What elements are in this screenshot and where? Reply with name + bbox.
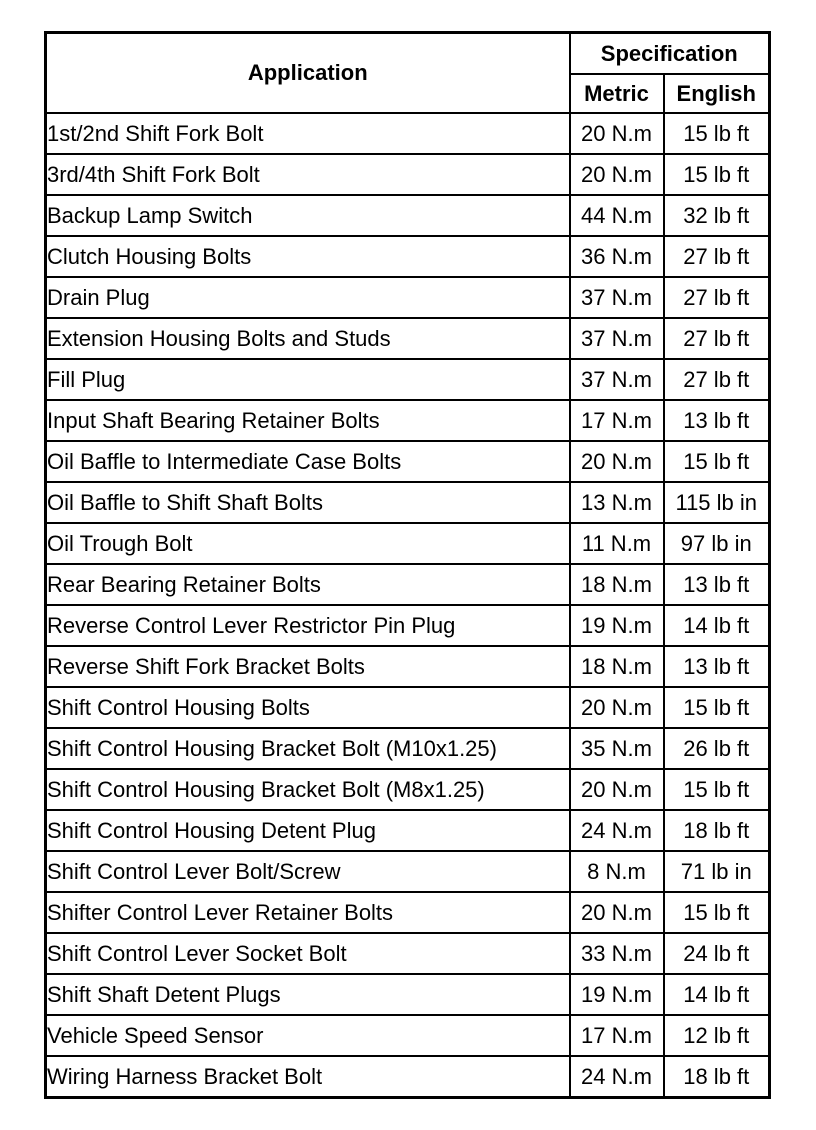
cell-application: Reverse Control Lever Restrictor Pin Plug [46, 605, 570, 646]
cell-application: Oil Baffle to Shift Shaft Bolts [46, 482, 570, 523]
cell-application: Reverse Shift Fork Bracket Bolts [46, 646, 570, 687]
table-row [46, 441, 770, 482]
cell-metric: 11 N.m [570, 523, 664, 564]
cell-english: 97 lb in [664, 523, 770, 564]
cell-metric: 17 N.m [570, 1015, 664, 1056]
cell-application: Shift Control Housing Bracket Bolt (M10x1.25) [46, 728, 570, 769]
cell-metric: 20 N.m [570, 769, 664, 810]
cell-metric: 8 N.m [570, 851, 664, 892]
cell-metric: 19 N.m [570, 605, 664, 646]
cell-english: 18 lb ft [664, 1056, 770, 1098]
column-header-metric: Metric [570, 74, 664, 113]
table-row [46, 482, 770, 523]
cell-application: Oil Trough Bolt [46, 523, 570, 564]
column-header-specification: Specification [570, 33, 770, 75]
cell-metric: 24 N.m [570, 810, 664, 851]
cell-metric: 18 N.m [570, 646, 664, 687]
cell-application: Shift Control Lever Socket Bolt [46, 933, 570, 974]
cell-application: Fill Plug [46, 359, 570, 400]
cell-application: 1st/2nd Shift Fork Bolt [46, 113, 570, 154]
cell-application: Shifter Control Lever Retainer Bolts [46, 892, 570, 933]
table-row [46, 564, 770, 605]
cell-metric: 20 N.m [570, 687, 664, 728]
column-header-english: English [664, 74, 770, 113]
cell-application: Rear Bearing Retainer Bolts [46, 564, 570, 605]
cell-metric: 17 N.m [570, 400, 664, 441]
cell-metric: 37 N.m [570, 359, 664, 400]
cell-application: Wiring Harness Bracket Bolt [46, 1056, 570, 1098]
cell-metric: 20 N.m [570, 892, 664, 933]
cell-application: Extension Housing Bolts and Studs [46, 318, 570, 359]
cell-english: 14 lb ft [664, 605, 770, 646]
cell-metric: 33 N.m [570, 933, 664, 974]
table-row [46, 892, 770, 933]
cell-english: 15 lb ft [664, 892, 770, 933]
cell-application: Drain Plug [46, 277, 570, 318]
cell-metric: 37 N.m [570, 277, 664, 318]
cell-metric: 44 N.m [570, 195, 664, 236]
cell-metric: 37 N.m [570, 318, 664, 359]
cell-english: 13 lb ft [664, 646, 770, 687]
table-row [46, 400, 770, 441]
table-row [46, 646, 770, 687]
table-row [46, 605, 770, 646]
cell-english: 27 lb ft [664, 359, 770, 400]
cell-application: Shift Control Housing Detent Plug [46, 810, 570, 851]
table-body [46, 113, 770, 1098]
cell-english: 27 lb ft [664, 236, 770, 277]
table-row [46, 318, 770, 359]
table-row [46, 687, 770, 728]
cell-metric: 20 N.m [570, 113, 664, 154]
table-header [46, 33, 770, 114]
cell-english: 13 lb ft [664, 564, 770, 605]
table-row [46, 359, 770, 400]
table-row [46, 974, 770, 1015]
cell-english: 14 lb ft [664, 974, 770, 1015]
cell-english: 15 lb ft [664, 441, 770, 482]
cell-application: Vehicle Speed Sensor [46, 1015, 570, 1056]
cell-metric: 19 N.m [570, 974, 664, 1015]
cell-english: 15 lb ft [664, 769, 770, 810]
cell-english: 26 lb ft [664, 728, 770, 769]
table-row [46, 851, 770, 892]
cell-metric: 24 N.m [570, 1056, 664, 1098]
table-row [46, 236, 770, 277]
cell-english: 32 lb ft [664, 195, 770, 236]
cell-english: 24 lb ft [664, 933, 770, 974]
cell-english: 15 lb ft [664, 154, 770, 195]
cell-metric: 35 N.m [570, 728, 664, 769]
cell-metric: 20 N.m [570, 441, 664, 482]
table-row [46, 1015, 770, 1056]
cell-english: 71 lb in [664, 851, 770, 892]
cell-english: 115 lb in [664, 482, 770, 523]
cell-metric: 20 N.m [570, 154, 664, 195]
cell-application: Oil Baffle to Intermediate Case Bolts [46, 441, 570, 482]
cell-english: 27 lb ft [664, 318, 770, 359]
table-row [46, 933, 770, 974]
cell-application: Clutch Housing Bolts [46, 236, 570, 277]
table-row [46, 810, 770, 851]
table-row [46, 769, 770, 810]
table-row [46, 154, 770, 195]
cell-english: 15 lb ft [664, 113, 770, 154]
table-row [46, 195, 770, 236]
cell-application: Input Shaft Bearing Retainer Bolts [46, 400, 570, 441]
table-row [46, 1056, 770, 1098]
torque-spec-table [44, 31, 771, 1099]
table-row [46, 113, 770, 154]
cell-metric: 36 N.m [570, 236, 664, 277]
column-header-application: Application [46, 33, 570, 114]
cell-application: Shift Shaft Detent Plugs [46, 974, 570, 1015]
cell-application: Shift Control Housing Bracket Bolt (M8x1.25) [46, 769, 570, 810]
cell-english: 13 lb ft [664, 400, 770, 441]
cell-english: 18 lb ft [664, 810, 770, 851]
cell-english: 12 lb ft [664, 1015, 770, 1056]
cell-application: Backup Lamp Switch [46, 195, 570, 236]
table-row [46, 523, 770, 564]
cell-application: Shift Control Lever Bolt/Screw [46, 851, 570, 892]
cell-english: 27 lb ft [664, 277, 770, 318]
table-row [46, 728, 770, 769]
table-row [46, 277, 770, 318]
cell-metric: 13 N.m [570, 482, 664, 523]
cell-metric: 18 N.m [570, 564, 664, 605]
cell-application: Shift Control Housing Bolts [46, 687, 570, 728]
cell-application: 3rd/4th Shift Fork Bolt [46, 154, 570, 195]
cell-english: 15 lb ft [664, 687, 770, 728]
